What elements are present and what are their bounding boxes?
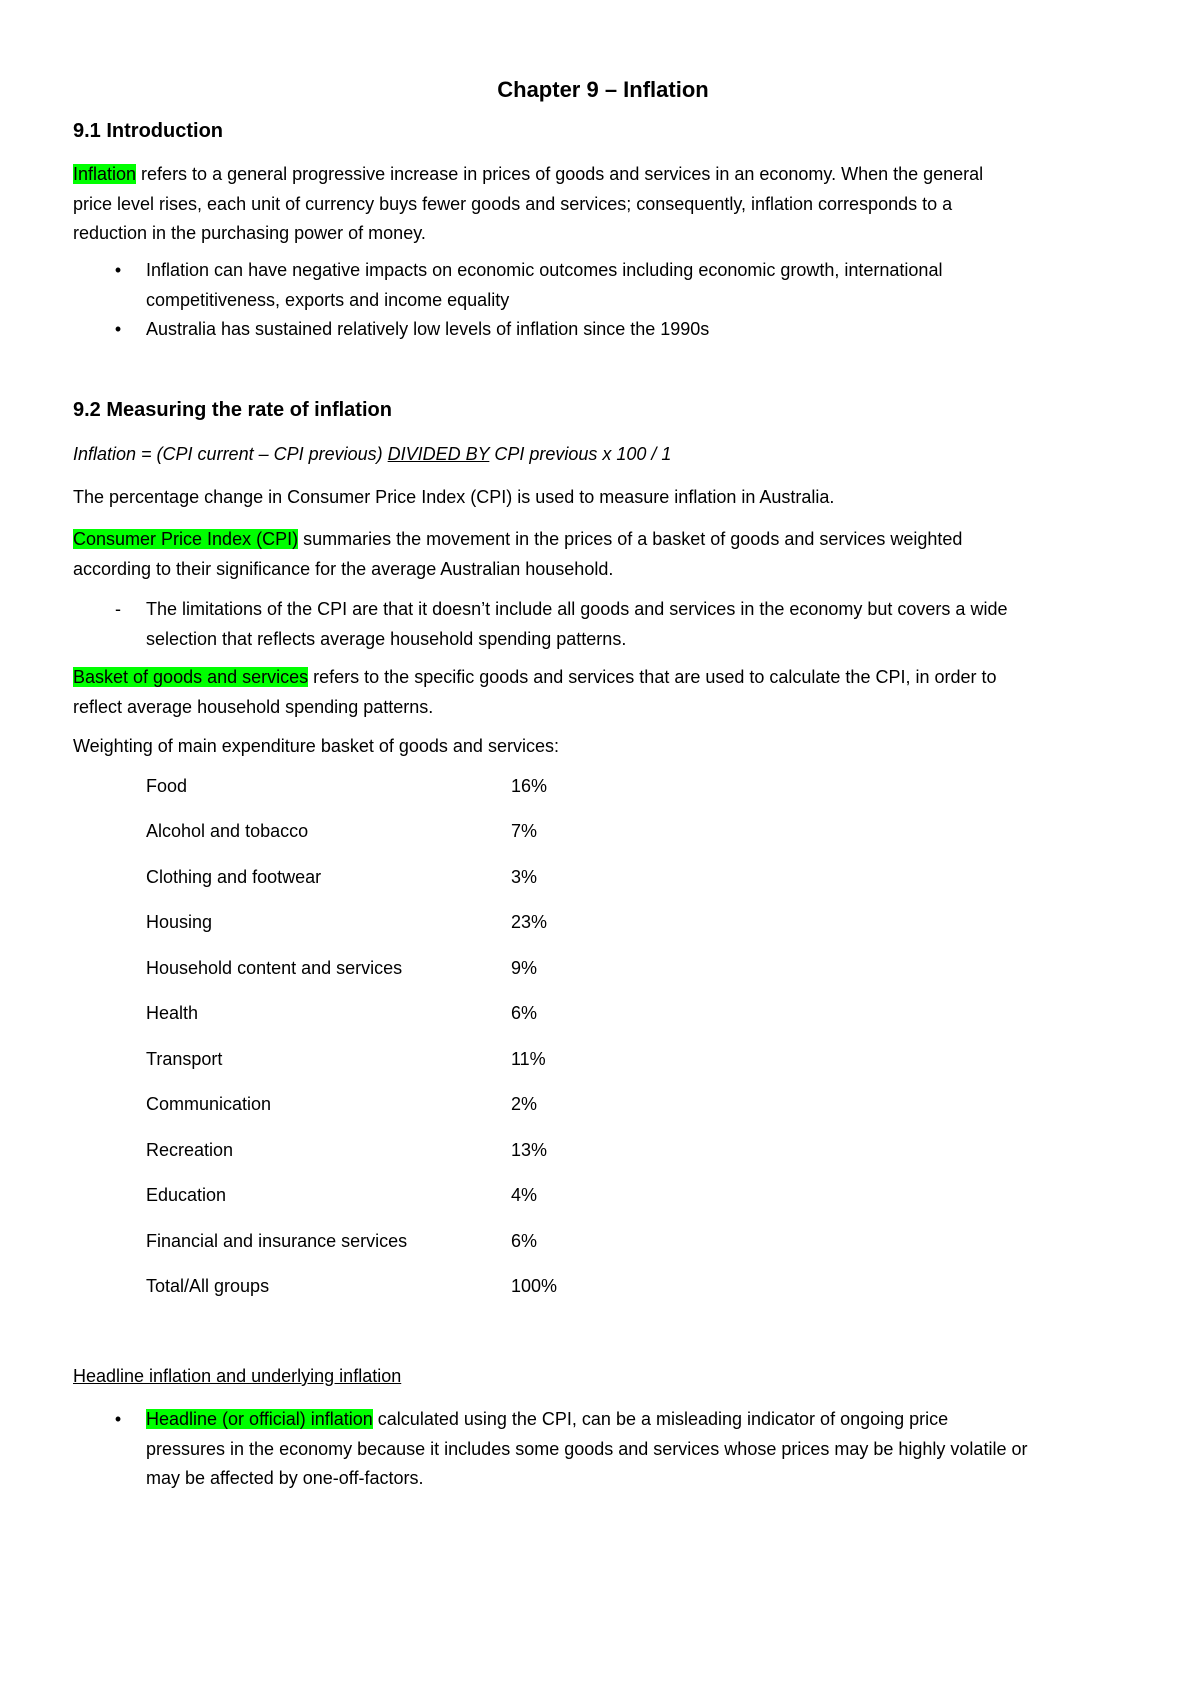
weight-category: Household content and services	[146, 958, 403, 978]
table-row	[146, 862, 846, 892]
inflation-formula	[73, 440, 1133, 470]
cpi-definition-line1: summaries the movement in the prices of a basket of goods and services weighted	[298, 529, 963, 549]
cpi-definition-line2: according to their significance for the average Australian household.	[73, 558, 614, 579]
basket-definition	[73, 663, 1133, 722]
chapter-title: Chapter 9 – Inflation	[497, 77, 709, 102]
weight-category: Alcohol and tobacco	[146, 821, 309, 841]
table-row	[146, 816, 846, 846]
weight-percent: 16%	[511, 776, 548, 796]
table-row	[146, 1135, 846, 1165]
inflation-definition-line2: price level rises, each unit of currency buys fewer goods and services; consequently, inflation corresponds to a	[73, 193, 953, 214]
inflation-definition-line1: refers to a general progressive increase in prices of goods and services in an economy. When the general	[136, 164, 984, 184]
list-item-text-line2: competitiveness, exports and income equality	[146, 289, 510, 310]
formula-divided-by: DIVIDED BY	[387, 444, 490, 464]
dash-marker: -	[115, 599, 121, 619]
weight-category: Communication	[146, 1094, 272, 1114]
term-cpi-highlight: Consumer Price Index (CPI)	[73, 529, 299, 549]
table-row	[146, 1180, 846, 1210]
cpi-sentence: The percentage change in Consumer Price Index (CPI) is used to measure inflation in Australia.	[73, 487, 835, 507]
list-item	[114, 1405, 1133, 1494]
limitation-line1: The limitations of the CPI are that it doesn’t include all goods and services in the economy but covers a wide	[146, 599, 1008, 619]
weight-category: Total/All groups	[146, 1276, 270, 1296]
weighting-intro: Weighting of main expenditure basket of goods and services:	[73, 736, 559, 756]
term-basket-highlight: Basket of goods and services	[73, 667, 309, 687]
table-row	[146, 1044, 846, 1074]
bullet-icon: •	[114, 319, 122, 339]
weight-percent: 13%	[511, 1140, 548, 1160]
list-item	[114, 256, 1133, 315]
table-row	[146, 1271, 846, 1301]
headline-line2: pressures in the economy because it includes some goods and services whose prices may be highly volatile or	[146, 1438, 1028, 1459]
term-inflation-highlight: Inflation	[73, 164, 137, 184]
formula-part-c: CPI previous x 100 / 1	[489, 444, 672, 464]
table-row	[146, 1089, 846, 1119]
table-row	[146, 998, 846, 1028]
subheading-headline-underlying: Headline inflation and underlying inflation	[73, 1366, 402, 1386]
weight-category: Food	[146, 776, 188, 796]
section-heading-introduction: 9.1 Introduction	[73, 120, 223, 142]
limitation-line2: selection that reflects average household spending patterns.	[146, 628, 627, 649]
headline-line3: may be affected by one-off-factors.	[146, 1468, 424, 1488]
weight-percent: 2%	[511, 1094, 538, 1114]
weight-percent: 7%	[511, 821, 538, 841]
weight-percent: 6%	[511, 1003, 538, 1023]
table-row	[146, 1226, 846, 1256]
bullet-icon: •	[114, 260, 122, 280]
basket-definition-line2: reflect average household spending patterns.	[73, 696, 434, 717]
weight-category: Recreation	[146, 1140, 234, 1160]
table-row	[146, 771, 846, 801]
weight-percent: 6%	[511, 1231, 538, 1251]
term-headline-inflation-highlight: Headline (or official) inflation	[146, 1409, 373, 1429]
formula-part-a: Inflation = (CPI current – CPI previous)	[73, 444, 388, 464]
weight-percent: 100%	[511, 1276, 558, 1296]
cpi-definition	[73, 525, 1133, 584]
list-item-text-line1: Inflation can have negative impacts on economic outcomes including economic growth, international	[146, 260, 943, 280]
weight-category: Education	[146, 1185, 227, 1205]
table-row	[146, 907, 846, 937]
list-item	[114, 315, 1133, 345]
weight-percent: 11%	[511, 1049, 546, 1069]
bullet-icon: •	[114, 1409, 122, 1429]
section-heading-measuring: 9.2 Measuring the rate of inflation	[73, 399, 392, 421]
weight-category: Clothing and footwear	[146, 867, 322, 887]
weight-category: Transport	[146, 1049, 223, 1069]
inflation-definition	[73, 160, 1133, 249]
weight-percent: 4%	[511, 1185, 538, 1205]
inflation-definition-line3: reduction in the purchasing power of money.	[73, 223, 426, 243]
cpi-limitation-item	[115, 595, 1133, 654]
table-row	[146, 953, 846, 983]
weight-category: Health	[146, 1003, 199, 1023]
weight-percent: 9%	[511, 958, 538, 978]
list-item-text-line1: Australia has sustained relatively low levels of inflation since the 1990s	[146, 319, 710, 339]
weight-category: Housing	[146, 912, 213, 932]
weight-percent: 3%	[511, 867, 538, 887]
headline-line1: calculated using the CPI, can be a misleading indicator of ongoing price	[372, 1409, 949, 1429]
weight-percent: 23%	[511, 912, 548, 932]
basket-definition-line1: refers to the specific goods and services that are used to calculate the CPI, in order to	[308, 667, 997, 687]
weight-category: Financial and insurance services	[146, 1231, 408, 1251]
